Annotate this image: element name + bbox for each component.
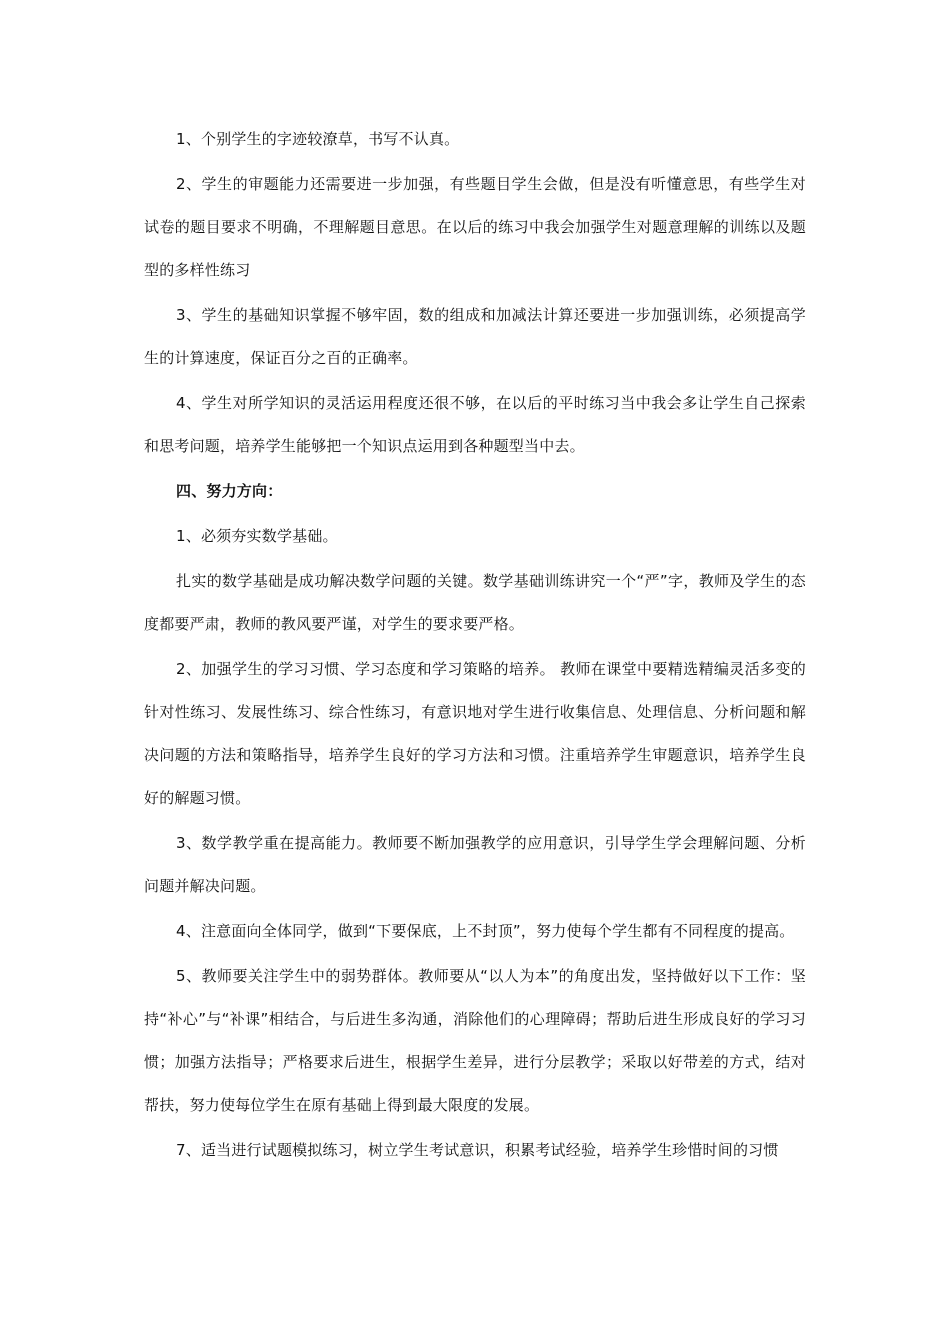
paragraph-item-1: 1、个别学生的字迹较潦草，书写不认真。 xyxy=(176,130,460,148)
paragraph-item-4: 4、学生对所学知识的灵活运用程度还很不够，在以后的平时练习当中我会多让学生自己探索和思考问题，培养学生能够把一个知识点运用到各种题型当中去。 xyxy=(144,394,806,455)
direction-item-3: 3、数学教学重在提高能力。教师要不断加强教学的应用意识，引导学生学会理解问题、分析问题并解决问题。 xyxy=(144,834,806,895)
paragraph-item-3: 3、学生的基础知识掌握不够牢固，数的组成和加减法计算还要进一步加强训练，必须提高学生的计算速度，保证百分之百的正确率。 xyxy=(144,306,806,367)
direction-item-1: 1、必须夯实数学基础。 xyxy=(176,527,338,545)
direction-item-1-detail: 扎实的数学基础是成功解决数学问题的关键。数学基础训练讲究一个“严”字，教师及学生的态度都要严肃，教师的教风要严谨，对学生的要求要严格。 xyxy=(144,572,806,633)
paragraph-item-2: 2、学生的审题能力还需要进一步加强，有些题目学生会做，但是没有听懂意思，有些学生对试卷的题目要求不明确，不理解题目意思。在以后的练习中我会加强学生对题意理解的训练以及题型的多样性练习 xyxy=(144,175,806,279)
direction-item-7: 7、适当进行试题模拟练习，树立学生考试意识，积累考试经验，培养学生珍惜时间的习惯 xyxy=(176,1141,779,1159)
direction-item-2: 2、加强学生的学习习惯、学习态度和学习策略的培养。 教师在课堂中要精选精编灵活多变的针对性练习、发展性练习、综合性练习，有意识地对学生进行收集信息、处理信息、分析问题和解决问题的方法和策略指导，培养学生良好的学习方法和习惯。注重培养学生审题意识，培养学生良好的解题习惯。 xyxy=(144,660,806,807)
direction-item-4: 4、注意面向全体同学，做到“下要保底，上不封顶”，努力使每个学生都有不同程度的提高。 xyxy=(176,922,795,940)
direction-item-5: 5、教师要关注学生中的弱势群体。教师要从“以人为本”的角度出发，坚持做好以下工作：坚持“补心”与“补课”相结合，与后进生多沟通，消除他们的心理障碍；帮助后进生形成良好的学习习惯；加强方法指导；严格要求后进生，根据学生差异，进行分层教学；采取以好带差的方式，结对帮扶，努力使每位学生在原有基础上得到最大限度的发展。 xyxy=(144,967,806,1114)
section-heading: 四、努力方向： xyxy=(176,482,283,500)
